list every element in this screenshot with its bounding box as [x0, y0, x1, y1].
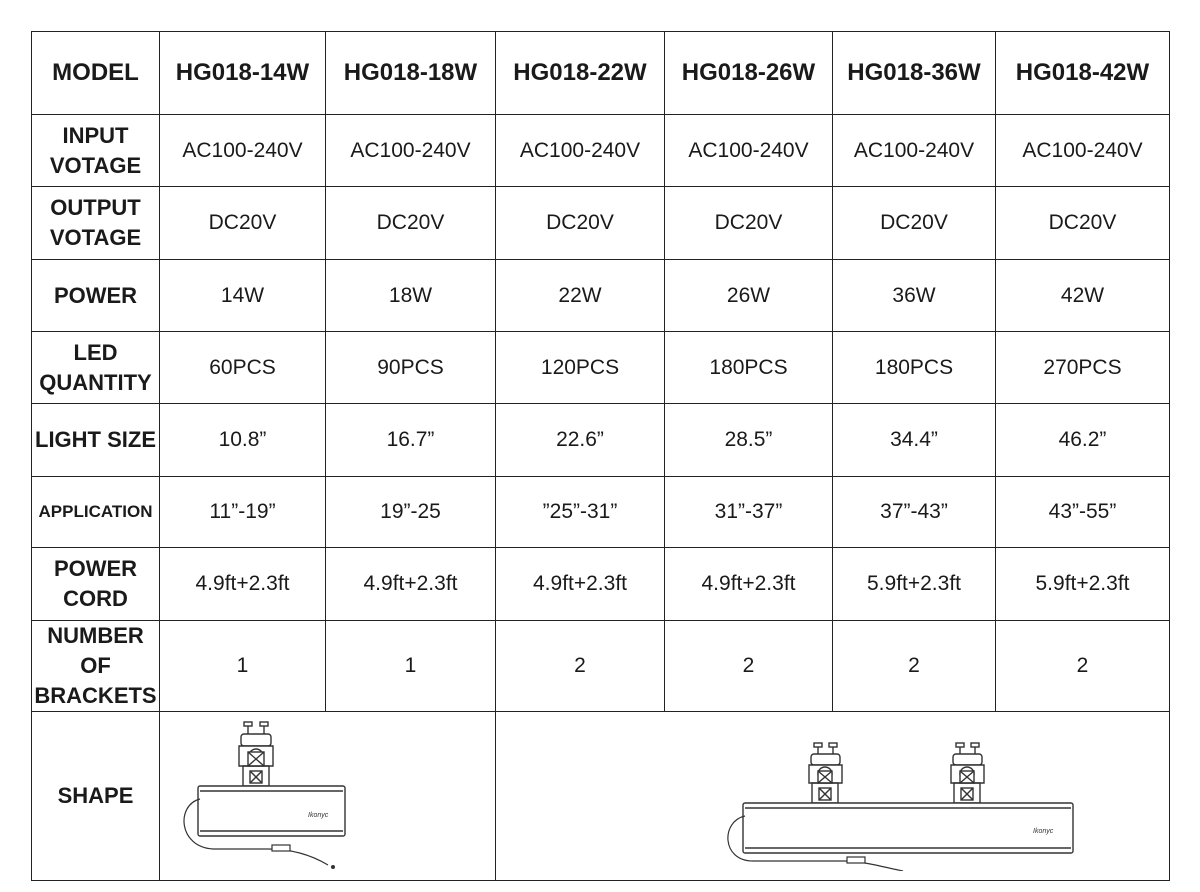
led-quantity-row [32, 332, 1170, 404]
spec-value: AC100-240V [665, 115, 833, 187]
application-label: APPLICATION [32, 477, 160, 548]
spec-value: 2 [996, 621, 1170, 712]
spec-value: AC100-240V [160, 115, 326, 187]
power-cord-row [32, 548, 1170, 621]
single-bracket-soundbar-light-drawing [178, 721, 478, 871]
shape-label: SHAPE [32, 712, 160, 881]
spec-value: AC100-240V [996, 115, 1170, 187]
power-label: POWER [32, 260, 160, 332]
model-name: HG018-18W [326, 32, 496, 115]
spec-value: 36W [833, 260, 996, 332]
spec-value: 120PCS [496, 332, 665, 404]
spec-value: 5.9ft+2.3ft [833, 548, 996, 621]
spec-value: 90PCS [326, 332, 496, 404]
spec-value: 10.8” [160, 404, 326, 477]
spec-value: 14W [160, 260, 326, 332]
spec-value: 16.7” [326, 404, 496, 477]
model-label: MODEL [32, 32, 160, 115]
svg-text:Ikonyc: Ikonyc [307, 812, 328, 819]
brackets-row [32, 621, 1170, 712]
spec-value: 42W [996, 260, 1170, 332]
spec-value: 22W [496, 260, 665, 332]
model-name: HG018-14W [160, 32, 326, 115]
double-bracket-soundbar-light-drawing [553, 721, 1113, 871]
spec-value: 4.9ft+2.3ft [665, 548, 833, 621]
model-name: HG018-26W [665, 32, 833, 115]
spec-value: 19”-25 [326, 477, 496, 548]
model-name: HG018-42W [996, 32, 1170, 115]
output-voltage-row [32, 187, 1170, 260]
spec-value: 4.9ft+2.3ft [496, 548, 665, 621]
power-row [32, 260, 1170, 332]
spec-value: DC20V [665, 187, 833, 260]
spec-value: ”25”-31” [496, 477, 665, 548]
spec-value: 1 [160, 621, 326, 712]
shape-image-double [496, 712, 1170, 881]
spec-value: 11”-19” [160, 477, 326, 548]
application-row [32, 477, 1170, 548]
led-quantity-label: LED QUANTITY [32, 332, 160, 404]
spec-value: 28.5” [665, 404, 833, 477]
spec-value: DC20V [326, 187, 496, 260]
model-name: HG018-36W [833, 32, 996, 115]
spec-value: AC100-240V [833, 115, 996, 187]
spec-value: 4.9ft+2.3ft [326, 548, 496, 621]
spec-value: 46.2” [996, 404, 1170, 477]
model-name: HG018-22W [496, 32, 665, 115]
spec-value: 34.4” [833, 404, 996, 477]
light-size-label: LIGHT SIZE [32, 404, 160, 477]
spec-value: DC20V [833, 187, 996, 260]
model-row [32, 32, 1170, 115]
spec-value: 18W [326, 260, 496, 332]
shape-image-single [160, 712, 496, 881]
spec-value: DC20V [160, 187, 326, 260]
spec-value: AC100-240V [496, 115, 665, 187]
input-voltage-label: INPUT VOTAGE [32, 115, 160, 187]
spec-value: 37”-43” [833, 477, 996, 548]
spec-value: 1 [326, 621, 496, 712]
input-voltage-row [32, 115, 1170, 187]
svg-text:Ikonyc: Ikonyc [1032, 828, 1053, 835]
spec-value: 60PCS [160, 332, 326, 404]
spec-table [31, 31, 1170, 881]
spec-value: 2 [496, 621, 665, 712]
spec-value: 180PCS [833, 332, 996, 404]
spec-value: 26W [665, 260, 833, 332]
output-voltage-label: OUTPUT VOTAGE [32, 187, 160, 260]
spec-value: 43”-55” [996, 477, 1170, 548]
spec-value: 22.6” [496, 404, 665, 477]
light-size-row [32, 404, 1170, 477]
spec-value: 5.9ft+2.3ft [996, 548, 1170, 621]
spec-value: DC20V [996, 187, 1170, 260]
spec-value: 180PCS [665, 332, 833, 404]
spec-value: AC100-240V [326, 115, 496, 187]
shape-row [32, 712, 1170, 881]
spec-value: 4.9ft+2.3ft [160, 548, 326, 621]
power-cord-label: POWER CORD [32, 548, 160, 621]
spec-value: 31”-37” [665, 477, 833, 548]
brackets-label: NUMBER OF BRACKETS [32, 621, 160, 712]
spec-value: 270PCS [996, 332, 1170, 404]
spec-value: 2 [665, 621, 833, 712]
spec-value: 2 [833, 621, 996, 712]
spec-value: DC20V [496, 187, 665, 260]
